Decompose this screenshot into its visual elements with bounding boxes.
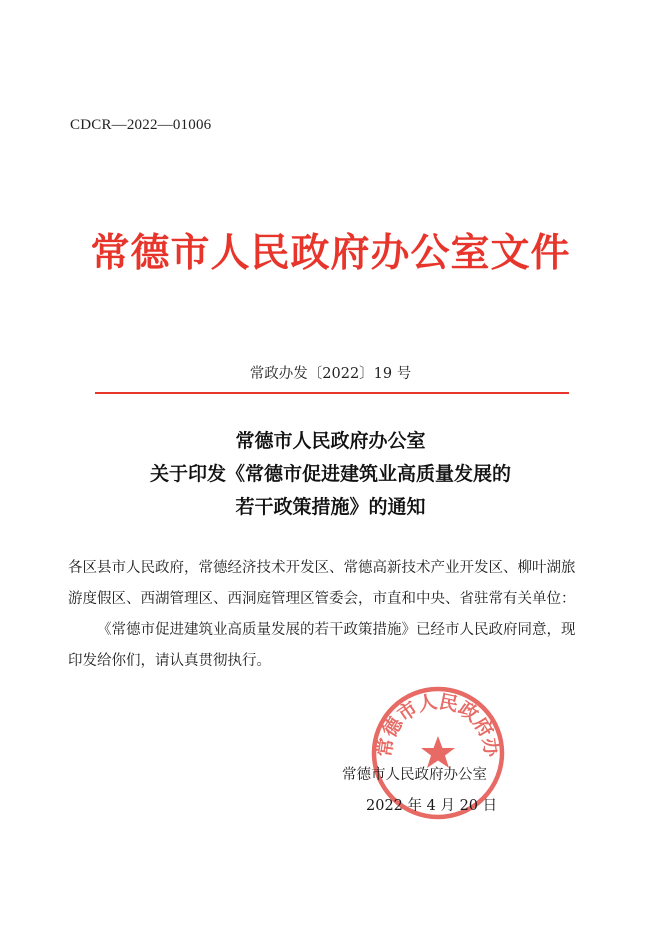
seal-arc-text: 常德市人民政府办 <box>373 690 503 759</box>
signature-date: 2022 年 4 月 20 日 <box>366 798 498 814</box>
signature-org: 常德市人民政府办公室 <box>342 767 487 783</box>
heading-line-1: 常德市人民政府办公室 <box>235 430 426 452</box>
heading-line-3: 若干政策措施》的通知 <box>235 496 426 518</box>
document-number: 常政办发〔2022〕19 号 <box>249 366 412 382</box>
heading-line-2: 关于印发《常德市促进建筑业高质量发展的 <box>149 463 511 485</box>
red-divider-line <box>95 392 569 394</box>
notice-heading <box>0 425 661 524</box>
red-header-title: 常德市人民政府办公室文件 <box>90 231 571 276</box>
body-paragraph: 《常德市促进建筑业高质量发展的若干政策措施》已经市人民政府同意，现印发给你们，请认真贯彻执行。 <box>68 622 576 669</box>
document-code: CDCR—2022—01006 <box>70 117 212 133</box>
body-text <box>68 553 588 677</box>
recipients-paragraph: 各区县市人民政府，常德经济技术开发区、常德高新技术产业开发区、柳叶湖旅游度假区、西湖管理区、西洞庭管理区管委会，市直和中央、省驻常有关单位： <box>68 560 576 607</box>
signature-block <box>340 760 540 822</box>
